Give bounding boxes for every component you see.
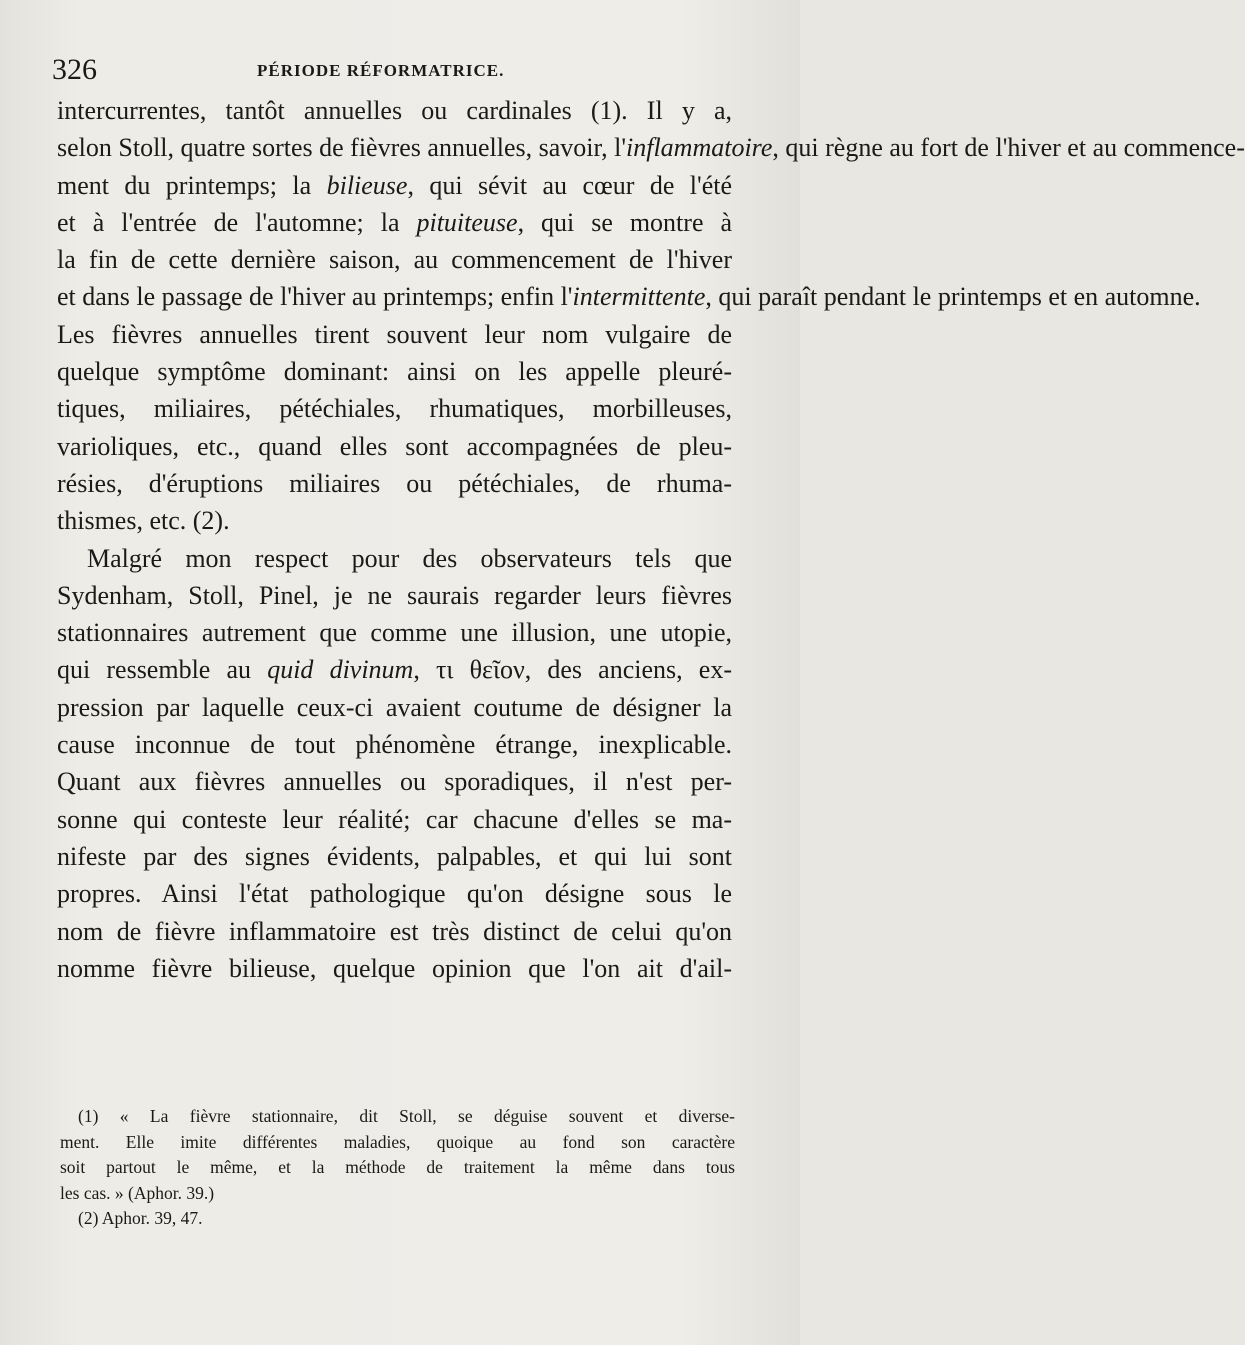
footnote-line: les cas. » (Aphor. 39.): [60, 1182, 215, 1203]
footnote-line: soit partout le même, et la méthode de traitement la même dans tous: [60, 1157, 735, 1177]
text-line: qui ressemble au quid divinum, τι θεῖον, des anciens, ex-: [57, 655, 732, 685]
page-number: 326: [52, 53, 97, 86]
text-line: nifeste par des signes évidents, palpables, et qui lui sont: [57, 841, 732, 871]
text-line: pression par laquelle ceux-ci avaient coutume de désigner la: [57, 692, 732, 722]
text-line: stationnaires autrement que comme une illusion, une utopie,: [57, 618, 732, 648]
text-line: résies, d'éruptions miliaires ou pétéchiales, de rhuma-: [57, 468, 732, 498]
footnote-line: (2) Aphor. 39, 47.: [78, 1208, 203, 1228]
text-line: Malgré mon respect pour des observateurs tels que: [87, 543, 732, 573]
text-line: et à l'entrée de l'automne; la pituiteuse, qui se montre à: [57, 207, 732, 237]
text-line: la fin de cette dernière saison, au commencement de l'hiver: [57, 245, 732, 275]
running-head: PÉRIODE RÉFORMATRICE.: [257, 61, 505, 80]
text-line: et dans le passage de l'hiver au printemps; enfin l'intermittente, qui paraît pendant le printemps et en automne.: [57, 282, 1201, 312]
text-line: nom de fièvre inflammatoire est très distinct de celui qu'on: [57, 916, 732, 946]
body-text: [57, 92, 1245, 987]
footnote-line: (1) « La fièvre stationnaire, dit Stoll, se déguise souvent et diverse-: [78, 1106, 735, 1126]
text-line: nomme fièvre bilieuse, quelque opinion que l'on ait d'ail-: [57, 953, 732, 983]
text-line: cause inconnue de tout phénomène étrange, inexplicable.: [57, 730, 732, 760]
footnotes: [60, 1104, 735, 1232]
text-line: Sydenham, Stoll, Pinel, je ne saurais regarder leurs fièvres: [57, 580, 732, 610]
text-line: ment du printemps; la bilieuse, qui sévit au cœur de l'été: [57, 170, 732, 200]
text-line: propres. Ainsi l'état pathologique qu'on désigne sous le: [57, 879, 732, 909]
text-line: selon Stoll, quatre sortes de fièvres annuelles, savoir, l'inflammatoire, qui règne au fort de l'hiver et au commence-: [57, 133, 1245, 163]
text-line: quelque symptôme dominant: ainsi on les appelle pleuré-: [57, 357, 732, 387]
text-line: thismes, etc. (2).: [57, 506, 230, 536]
text-line: intercurrentes, tantôt annuelles ou cardinales (1). Il y a,: [57, 96, 732, 125]
footnote-line: ment. Elle imite différentes maladies, quoique au fond son caractère: [60, 1131, 735, 1152]
text-line: sonne qui conteste leur réalité; car chacune d'elles se ma-: [57, 804, 732, 834]
text-line: tiques, miliaires, pétéchiales, rhumatiques, morbilleuses,: [57, 394, 732, 424]
text-line: Les fièvres annuelles tirent souvent leur nom vulgaire de: [57, 319, 732, 349]
text-line: Quant aux fièvres annuelles ou sporadiques, il n'est per-: [57, 767, 732, 797]
text-line: varioliques, etc., quand elles sont accompagnées de pleu-: [57, 431, 732, 461]
page-header: [52, 50, 742, 90]
